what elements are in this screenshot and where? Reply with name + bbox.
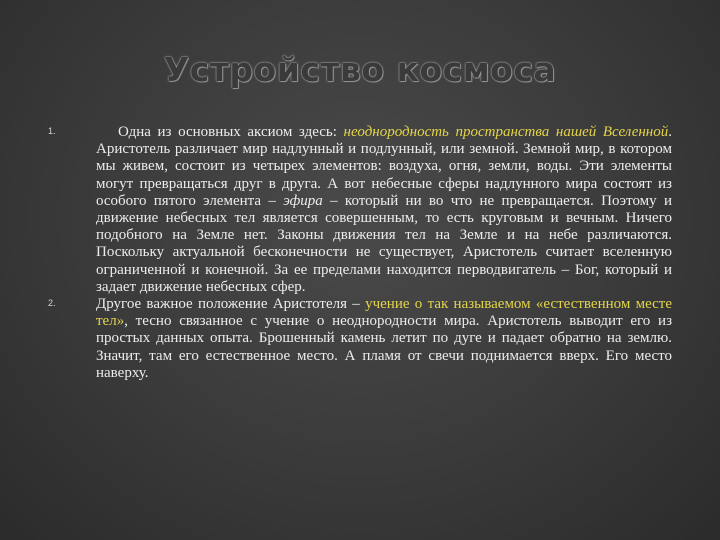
italic-term: эфира: [283, 192, 323, 209]
list-number: 1.: [48, 126, 56, 136]
text-segment: . Аристотель различает мир надлунный и подлунный, или земной. Земной мир, в котором мы живем, состоит из четырех элементов: воздуха, огня, земли, воды. Эти элементы могут превращаться друг в друга. А вот небесные сферы надлунного мира состоят из особого пятого элемента –: [96, 124, 672, 209]
list-item-text: [96, 296, 672, 382]
list-item: [48, 296, 676, 382]
list-item: [48, 124, 676, 296]
highlighted-phrase: неоднородность пространства нашей Вселенной: [343, 124, 669, 140]
list-number: 2.: [48, 298, 56, 309]
slide-title: Устройство космоса: [163, 50, 557, 89]
text-segment: , тесно связанное с учение о неоднородности мира. Аристотель выводит его из простых данных опыта. Брошенный камень летит по дуге и падает обратно на землю. Значит, там его естественное место. А пламя от свечи поднимается вверх. Его место наверху.: [96, 313, 672, 381]
highlighted-phrase: учение о так называемом «естественном месте тел»: [96, 296, 673, 330]
text-segment: – который ни во что не превращается. Поэтому и движение небесных тел является совершенным, то есть круговым и вечным. Ничего подобного на Земле нет. Законы движения тел на Земле и на небе различаются. Поскольку актуальной бесконечности не существует, Аристотель считает вселенную ограниченной и конечной. За ее пределами находится перводвигатель – Бог, который и задает движение небесных сфер.: [96, 192, 673, 295]
text-segment: Одна из основных аксиом здесь:: [118, 124, 344, 140]
text-segment: Другое важное положение Аристотеля –: [96, 296, 366, 313]
list-item-text: [96, 124, 672, 296]
numbered-list: [48, 124, 676, 382]
